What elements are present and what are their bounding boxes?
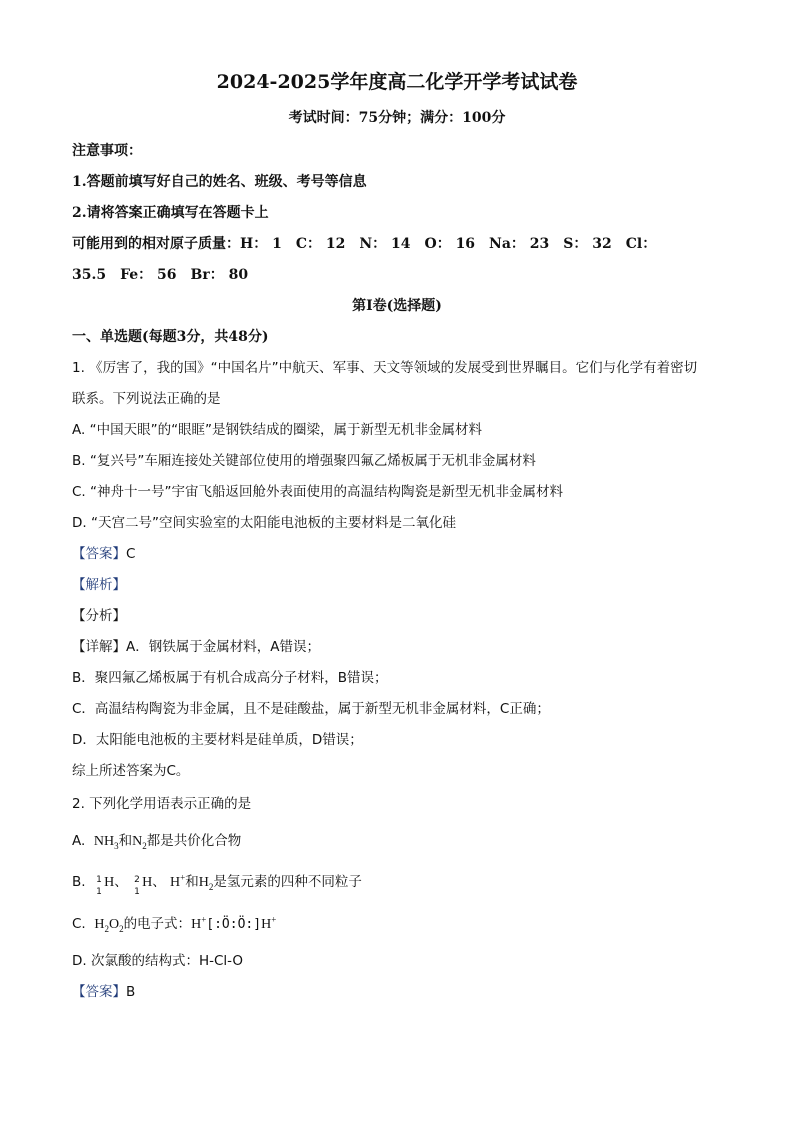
option-a-text: 都是共价化合物 [146, 833, 242, 849]
and-text: 和 [118, 833, 133, 849]
q1-fenxi-tag: 【分析】 [72, 608, 126, 624]
part-title: 一、单选题(每题3分，共48分) [72, 329, 269, 345]
q2-option-d: D. 次氯酸的结构式：H-Cl-O [72, 953, 244, 969]
notice-item-2: 2.请将答案正确填写在答题卡上 [72, 205, 269, 221]
n2-formula: $N_2$ [132, 834, 147, 851]
q1-option-a: A. “中国天眼”的“眼眶”是钢铁结成的圈梁，属于新型无机非金属材料 [72, 422, 483, 438]
exam-subtitle: 考试时间：75分钟；满分：100分 [288, 110, 506, 126]
atomic-mass-line-2: 35.5 Fe： 56 Br： 80 [72, 267, 249, 283]
h1-symbol: H [104, 875, 115, 890]
q1-jiexi-tag: 【解析】 [72, 577, 126, 593]
option-b-text: 是氢元素的四种不同粒子 [213, 874, 362, 890]
option-b-prefix: B. [72, 874, 86, 890]
atomic-mass-line-1: 可能用到的相对原子质量：H： 1 C： 12 N： 14 O： 16 Na： 23 S： 32 Cl： [72, 236, 657, 252]
q1-detail-c: C．高温结构陶瓷为非金属，且不是硅酸盐，属于新型无机非金属材料，C正确； [72, 701, 550, 717]
q1-detail-b: B．聚四氟乙烯板属于有机合成高分子材料，B错误； [72, 670, 388, 686]
answer-tag: 【答案】 [72, 984, 126, 1000]
option-c-prefix: C. [72, 916, 86, 932]
q1-conclusion: 综上所述答案为C。 [72, 763, 190, 779]
exam-title: 2024-2025学年度高二化学开学考试试卷 [216, 71, 578, 93]
answer-tag: 【答案】 [72, 546, 126, 562]
q1-detail-d: D．太阳能电池板的主要材料是硅单质，D错误； [72, 732, 363, 748]
answer-value: C [126, 546, 136, 562]
q1-stem-line-2: 联系。下列说法正确的是 [72, 391, 221, 407]
h2o2-formula: $H_2O_2$ [94, 917, 124, 934]
h2-symbol: H [142, 875, 153, 890]
isotope-h1: 1 1 [96, 875, 102, 897]
electron-formula: H+[:Ö:Ö:]H+ [191, 914, 277, 932]
isotope-h2: 2 1 [134, 875, 140, 897]
q2-stem: 2. 下列化学用语表示正确的是 [72, 796, 252, 812]
q2-answer [72, 982, 135, 1002]
q2-option-a [72, 831, 241, 852]
q2-option-b: B. 1 1 H、 2 1 H、 H+和$H_2$是氢元素的四种不同粒子 [72, 872, 362, 897]
h2-molecule: $H_2$ [198, 875, 214, 892]
q1-option-c: C. “神舟十一号”宇宙飞船返回舱外表面使用的高温结构陶瓷是新型无机非金属材料 [72, 484, 563, 500]
q1-stem-line-1: 1. 《厉害了，我的国》“中国名片”中航天、军事、天文等领域的发展受到世界瞩目。它们与化学有着密切 [72, 360, 698, 376]
q1-option-b: B. “复兴号”车厢连接处关键部位使用的增强聚四氟乙烯板属于无机非金属材料 [72, 453, 536, 469]
option-a-prefix: A. [72, 833, 86, 849]
notice-item-1: 1.答题前填写好自己的姓名、班级、考号等信息 [72, 174, 367, 190]
answer-value: B [126, 984, 136, 1000]
notice-heading: 注意事项： [72, 143, 142, 159]
q1-answer [72, 544, 135, 564]
section-title: 第I卷(选择题) [352, 298, 442, 314]
h-plus-ion: H+ [170, 872, 186, 890]
q1-option-d: D. “天宫二号”空间实验室的太阳能电池板的主要材料是二氧化硅 [72, 515, 456, 531]
nh3-formula: $NH_3$ [93, 834, 119, 851]
detail-tag: 【详解】 [72, 639, 126, 655]
detail-a-text: A．钢铁属于金属材料，A错误； [126, 639, 320, 655]
q2-option-c [72, 914, 276, 935]
option-c-text: 的电子式： [123, 916, 192, 932]
q1-detail-a [72, 637, 320, 657]
